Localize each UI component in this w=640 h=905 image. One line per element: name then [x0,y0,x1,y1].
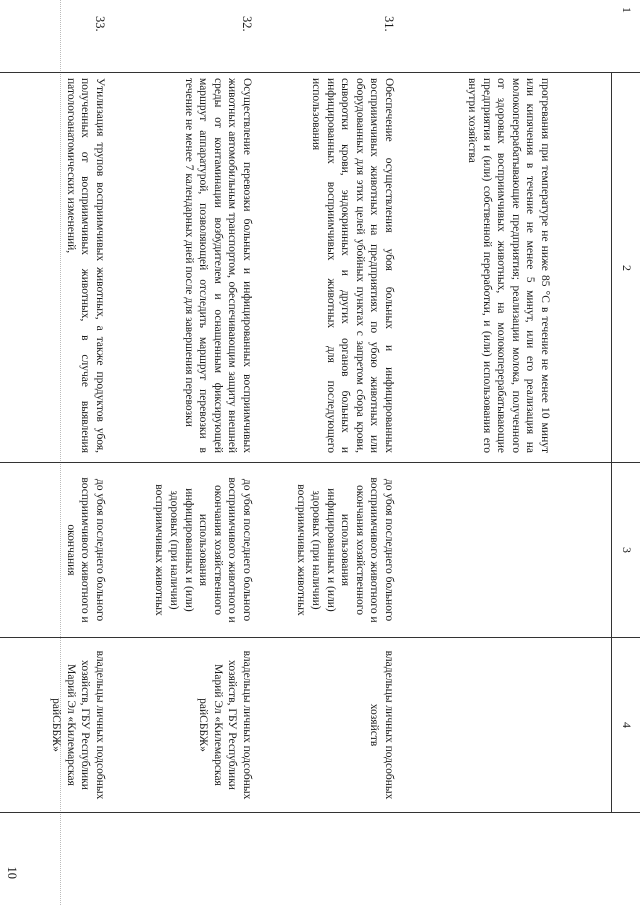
header-col-2: 2 [620,265,634,271]
header-bottom-rule [611,72,612,812]
header-col-1: 1 [620,7,634,13]
header-col-4: 4 [620,722,634,728]
row-31-responsible: владельцы личных подсобных хозяйств [368,650,395,800]
row-32-responsible: владельцы личных подсобных хозяйств, ГБУ Республики Марий Эл «Килемарская райСББЖ» [197,650,253,800]
table-right-border [0,812,640,813]
column-divider-2-3 [0,462,640,463]
row-31-deadline: до убоя последнего больного восприимчивого животного и окончания хозяйственного использования инфицированных и (или) здоровых (при наличии) восприимчивых животных [295,477,395,623]
row-32-deadline: до убоя последнего больного восприимчивого животного и окончания хозяйственного использования инфицированных и (или) здоровых (при наличии) восприимчивых животных [153,477,253,623]
row-33-deadline: до убоя последнего больного восприимчивого животного и окончания [64,477,106,623]
row-number-32: 32. [240,16,254,32]
row-number-33: 33. [93,16,107,32]
row-32-description: Осуществление перевозки больных и инфицированных восприимчивых животных автомобильным транспортом, обеспечивающим защиту внешней среды от контаминации возбудителем и оснащенным фиксирующей маршрут аппаратурой, позволяющей отследить маршрут перевозки в течение не менее 7 календарных дней после для завершения перевозки [182,78,253,453]
row-31-description: Обеспечение осуществления убоя больных и инфицированных восприимчивых животных на предприятиях по убою животных или оборудованных для этих целей убойных пунктах с запретом сбора крови, сыворотки крови, эндокринных и других органов больных и инфицированных восприимчивых животных для последующего использования [310,78,395,453]
header-col-3: 3 [620,547,634,553]
column-divider-3-4 [0,637,640,638]
row-number-31: 31. [382,16,396,32]
table-left-border [0,72,640,73]
continuation-text: прогревания при температуре не ниже 85 °C в течение не менее 10 минут или кипячения в течение не менее 5 минут, или его реализация на молокоперерабатывающие предприятия; реализации молока, полученного от здоровых восприимчивых животных, на молокоперерабатывающие предприятия и (или) собственной переработки, и (или) использования его внутри хозяйства [466,78,551,453]
page-number: 10 [5,866,19,879]
row-33-responsible: владельцы личных подсобных хозяйств, ГБУ Республики Марий Эл «Килемарская райСББЖ» [50,650,106,800]
row-33-description: Утилизация трупов восприимчивых животных, а также продуктов убоя, полученных от восприимчивых животных, в случае выявления патологоанатомических изменений, [64,78,106,453]
